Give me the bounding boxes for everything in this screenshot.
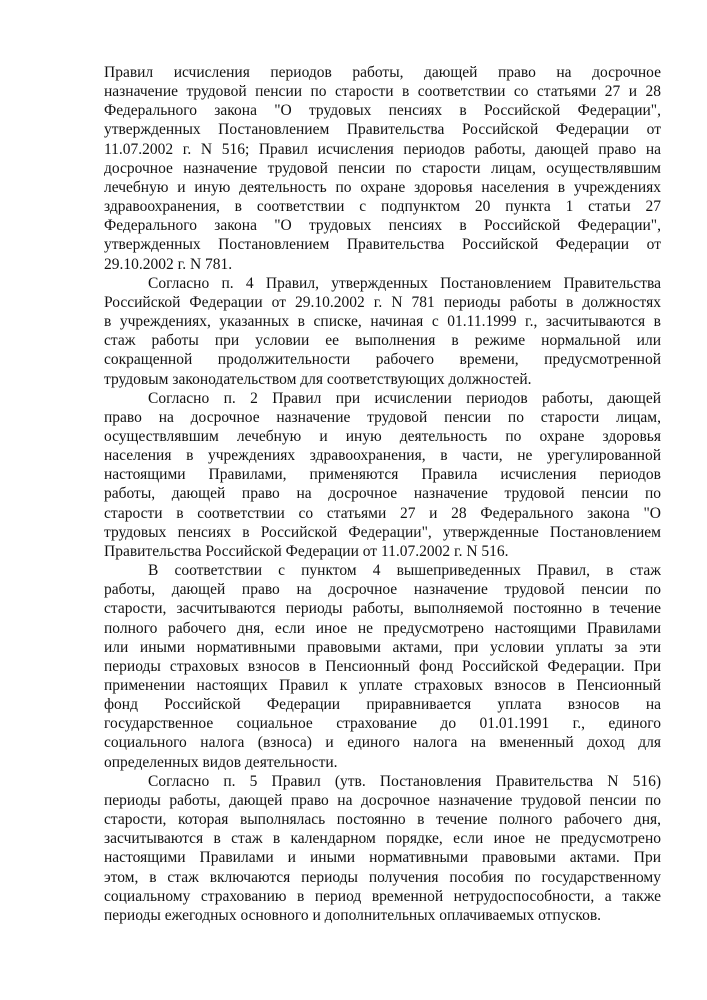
text-line: Федерального закона "О трудовых пенсиях в Российской Федерации", [104, 102, 661, 120]
text-line: периоды страховых взносов в Пенсионный фонд Российской Федерации. При [104, 657, 661, 675]
text-line: настоящими Правилами и иными нормативными правовыми актами. При [104, 849, 661, 867]
text-line: или иными нормативными правовыми актами, при условии уплаты за эти [104, 638, 661, 656]
text-line: Согласно п. 4 Правил, утвержденных Постановлением Правительства [148, 274, 661, 292]
text-line: полного рабочего дня, если иное не предусмотрено настоящими Правилами [104, 619, 661, 637]
text-line: старости, засчитываются периоды работы, выполняемой постоянно в течение [104, 600, 661, 618]
text-line: государственное социальное страхование до 01.01.1991 г., единого [104, 715, 661, 733]
text-line: засчитываются в стаж в календарном порядке, если иное не предусмотрено [104, 830, 661, 848]
paragraph [104, 772, 661, 925]
text-line: периоды ежегодных основного и дополнительных оплачиваемых отпусков. [104, 906, 602, 924]
text-line: 11.07.2002 г. N 516; Правил исчисления периодов работы, дающей право на [104, 140, 661, 158]
text-line: старости в соответствии со статьями 27 и 28 Федерального закона "О [104, 504, 661, 522]
text-line: сокращенной продолжительности рабочего времени, предусмотренной [104, 351, 661, 369]
text-line: право на досрочное назначение трудовой пенсии по старости лицам, [104, 408, 661, 426]
text-line: социальному страхованию в период временной нетрудоспособности, а также [104, 887, 661, 905]
text-line: здравоохранения, в соответствии с подпунктом 20 пункта 1 статьи 27 [104, 198, 661, 216]
text-line: населения в учреждениях здравоохранения, в части, не урегулированной [104, 447, 661, 465]
text-line: утвержденных Постановлением Правительства Российской Федерации от [104, 121, 661, 139]
text-line: Правительства Российской Федерации от 11.07.2002 г. N 516. [104, 542, 509, 560]
text-line: работы, дающей право на досрочное назначение трудовой пенсии по [104, 485, 661, 503]
text-line: лечебную и иную деятельность по охране здоровья населения в учреждениях [104, 178, 661, 196]
text-line: социального налога (взноса) и единого налога на вмененный доход для [104, 734, 661, 752]
text-line: стаж работы при условии ее выполнения в режиме нормальной или [104, 332, 661, 350]
paragraph [104, 63, 661, 274]
text-line: применении настоящих Правил к уплате страховых взносов в Пенсионный [104, 677, 661, 694]
text-block [104, 63, 661, 925]
text-line: В соответствии с пунктом 4 вышеприведенных Правил, в стаж [148, 562, 661, 580]
text-line: периоды работы, дающей право на досрочное назначение трудовой пенсии по [104, 791, 661, 809]
text-line: трудовым законодательством для соответствующих должностей. [104, 370, 532, 388]
text-line: фонд Российской Федерации приравнивается уплата взносов на [104, 696, 661, 714]
text-line: в учреждениях, указанных в списке, начиная с 01.11.1999 г., засчитываются в [104, 313, 661, 331]
text-line: назначение трудовой пенсии по старости в соответствии со статьями 27 и 28 [104, 83, 661, 101]
text-line: Федерального закона "О трудовых пенсиях в Российской Федерации", [104, 217, 661, 235]
paragraph [104, 389, 661, 561]
text-line: осуществлявшим лечебную и иную деятельность по охране здоровья [104, 427, 661, 445]
text-line: определенных видов деятельности. [104, 753, 338, 771]
text-line: Российской Федерации от 29.10.2002 г. N 781 периоды работы в должностях [104, 293, 661, 311]
text-line: досрочное назначение трудовой пенсии по старости лицам, осуществлявшим [104, 159, 661, 177]
text-line: настоящими Правилами, применяются Правила исчисления периодов [104, 466, 661, 484]
text-line: старости, которая выполнялась постоянно в течение полного рабочего дня, [104, 811, 661, 829]
text-line: Правил исчисления периодов работы, дающей право на досрочное [104, 64, 661, 81]
text-line: Согласно п. 5 Правил (утв. Постановления Правительства N 516) [148, 772, 661, 790]
text-line: этом, в стаж включаются периоды получения пособия по государственному [104, 868, 661, 886]
paragraph [104, 561, 661, 772]
text-line: утвержденных Постановлением Правительства Российской Федерации от [104, 236, 661, 254]
text-line: Согласно п. 2 Правил при исчислении периодов работы, дающей [148, 389, 661, 407]
text-line: 29.10.2002 г. N 781. [104, 255, 233, 273]
text-line: трудовых пенсиях в Российской Федерации", утвержденные Постановлением [104, 523, 661, 541]
paragraph [104, 274, 661, 389]
text-line: работы, дающей право на досрочное назначение трудовой пенсии по [104, 581, 661, 599]
